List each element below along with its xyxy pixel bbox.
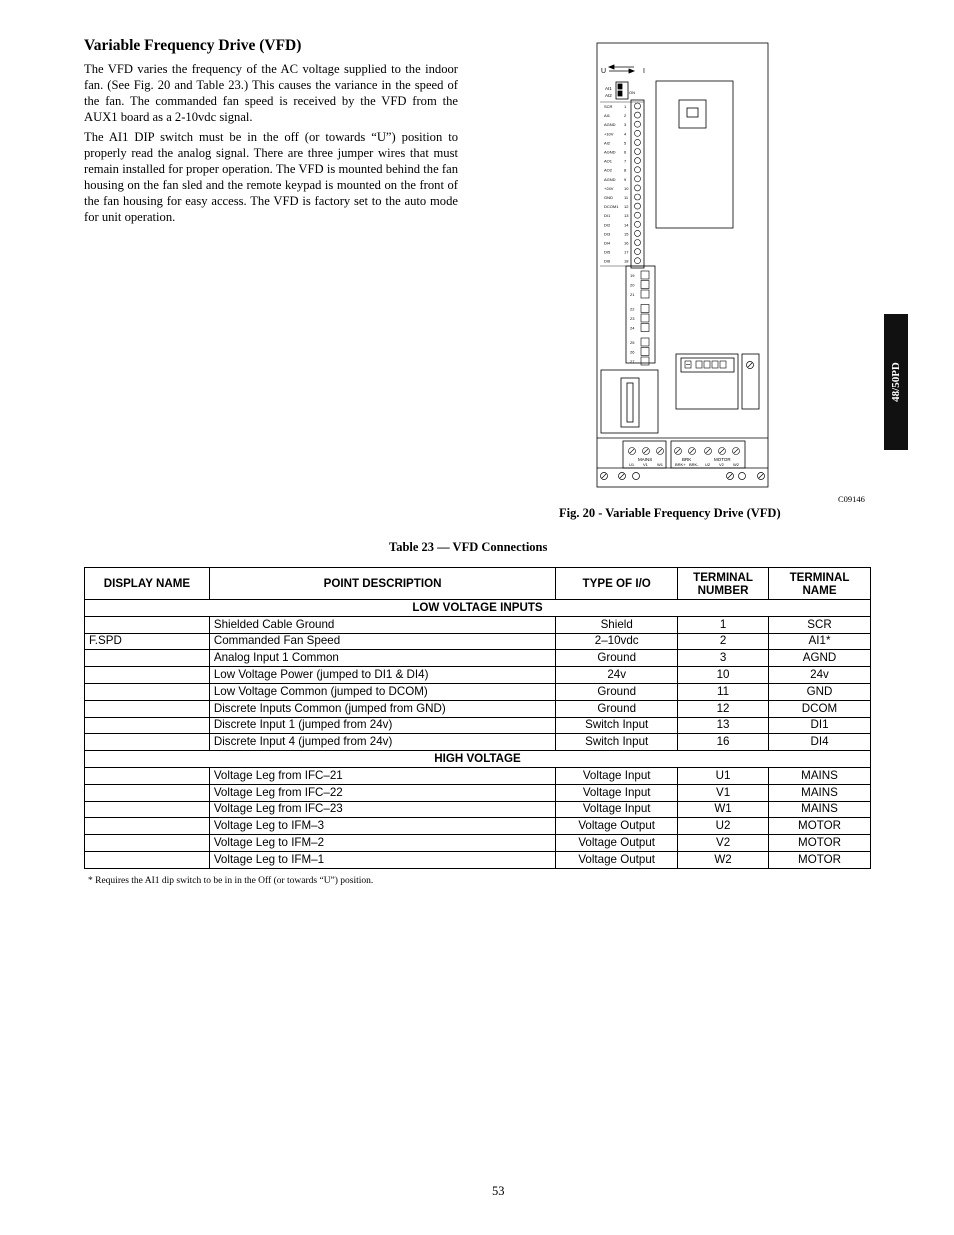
terminal-number-label: 1	[624, 104, 627, 109]
relay-terminal-icon	[641, 290, 649, 298]
point-description-cell: Voltage Leg from IFC–23	[209, 801, 555, 818]
point-description-cell: Low Voltage Power (jumped to DI1 & DI4)	[209, 667, 555, 684]
terminal-number-cell: W1	[678, 801, 769, 818]
terminal-screw-icon	[635, 240, 641, 246]
point-description-cell: Shielded Cable Ground	[209, 616, 555, 633]
terminal-name-label: AGND	[604, 149, 616, 155]
switch-label-i: I	[643, 68, 645, 75]
type-of-io-cell: Ground	[556, 650, 678, 667]
relay-number-label: 19	[630, 273, 635, 278]
power-terminal-label: W2	[733, 462, 739, 467]
terminal-number-cell: 2	[678, 633, 769, 650]
terminal-name-label: DI1	[604, 213, 611, 219]
terminal-number-label: 5	[624, 140, 627, 146]
terminal-number-cell: 13	[678, 717, 769, 734]
terminal-number-cell: 11	[678, 683, 769, 700]
table-header-row	[85, 568, 871, 600]
terminal-number-label: 2	[624, 113, 627, 119]
relay-terminal-icon	[641, 338, 649, 346]
relay-number-label: 23	[630, 316, 635, 321]
terminal-number-label: 17	[624, 249, 629, 255]
side-tab	[884, 314, 908, 450]
table-row	[85, 717, 871, 734]
dip-label-ai1: AI1	[605, 86, 612, 91]
display-name-cell	[85, 851, 210, 868]
type-of-io-cell: Voltage Input	[556, 784, 678, 801]
terminal-name-label: AI1	[604, 113, 611, 119]
terminal-number-cell: U1	[678, 767, 769, 784]
terminal-name-cell: DI4	[769, 734, 871, 751]
relay-terminal-icon	[641, 305, 649, 313]
dip-label-ai2: AI2	[605, 93, 612, 98]
terminal-screw-icon	[635, 167, 641, 173]
terminal-name-cell: GND	[769, 683, 871, 700]
terminal-screw-icon	[635, 103, 641, 109]
terminal-name-label: +10V	[604, 131, 614, 137]
page-number: 53	[492, 1184, 505, 1198]
terminal-name-cell: AGND	[769, 650, 871, 667]
terminal-name-cell: MOTOR	[769, 835, 871, 852]
terminal-screw-icon	[635, 185, 641, 191]
terminal-name-label: AO1	[604, 158, 613, 164]
terminal-number-cell: 1	[678, 616, 769, 633]
table-row	[85, 818, 871, 835]
type-of-io-cell: 24v	[556, 667, 678, 684]
vfd-connections-table	[84, 567, 871, 869]
point-description-cell: Voltage Leg from IFC–21	[209, 767, 555, 784]
section-title-cell: LOW VOLTAGE INPUTS	[85, 600, 871, 617]
terminal-name-label: AGND	[604, 176, 616, 182]
relay-number-label: 25	[630, 340, 635, 345]
relay-terminal-icon	[641, 357, 649, 365]
terminal-name-cell: SCR	[769, 616, 871, 633]
terminal-number-label: 13	[624, 213, 629, 219]
table-caption: Table 23 — VFD Connections	[389, 540, 548, 554]
terminal-name-label: AO2	[604, 167, 613, 173]
terminal-number-cell: U2	[678, 818, 769, 835]
relay-terminal-icon	[641, 348, 649, 356]
terminal-name-label: AGND	[604, 122, 616, 128]
point-description-cell: Voltage Leg to IFM–2	[209, 835, 555, 852]
terminal-number-cell: V1	[678, 784, 769, 801]
terminal-number-label: 14	[624, 222, 629, 228]
terminal-number-label: 18	[624, 258, 629, 264]
power-terminal-label: BRK-	[689, 462, 699, 467]
display-name-cell: F.SPD	[85, 633, 210, 650]
display-name-cell	[85, 801, 210, 818]
terminal-number-cell: V2	[678, 835, 769, 852]
terminal-name-cell: MAINS	[769, 801, 871, 818]
table-row	[85, 667, 871, 684]
terminal-screw-icon	[635, 194, 641, 200]
table-row	[85, 616, 871, 633]
terminal-screw-icon	[635, 149, 641, 155]
type-of-io-cell: Voltage Input	[556, 767, 678, 784]
section-title: Variable Frequency Drive (VFD)	[84, 37, 302, 54]
terminal-number-cell: 10	[678, 667, 769, 684]
terminal-name-label: AI2	[604, 140, 611, 146]
table-footnote: * Requires the AI1 dip switch to be in in the Off (or towards “U”) position.	[88, 876, 374, 886]
header-type-of-io: TYPE OF I/O	[556, 568, 678, 600]
dip-on-label: ON	[629, 90, 635, 95]
brk-label: BRK	[682, 457, 692, 462]
display-name-cell	[85, 683, 210, 700]
display-name-cell	[85, 835, 210, 852]
terminal-screw-icon	[635, 212, 641, 218]
display-name-cell	[85, 734, 210, 751]
terminal-name-cell: MAINS	[769, 784, 871, 801]
terminal-name-label: DI5	[604, 249, 611, 255]
type-of-io-cell: 2–10vdc	[556, 633, 678, 650]
relay-terminal-icon	[641, 271, 649, 279]
relay-number-label: 27	[630, 359, 635, 364]
terminal-number-label: 11	[624, 195, 629, 200]
terminal-screw-icon	[635, 112, 641, 118]
display-name-cell	[85, 784, 210, 801]
terminal-number-label: 4	[624, 131, 627, 137]
terminal-number-label: 9	[624, 176, 627, 182]
header-point-description: POINT DESCRIPTION	[209, 568, 555, 600]
terminal-screw-icon	[635, 230, 641, 236]
terminal-screw-icon	[635, 258, 641, 264]
table-row	[85, 801, 871, 818]
type-of-io-cell: Shield	[556, 616, 678, 633]
point-description-cell: Commanded Fan Speed	[209, 633, 555, 650]
table-row	[85, 700, 871, 717]
section-title-cell: HIGH VOLTAGE	[85, 751, 871, 768]
table-row	[85, 784, 871, 801]
terminal-number-label: 8	[624, 167, 627, 173]
display-name-cell	[85, 700, 210, 717]
terminal-number-label: 16	[624, 240, 629, 246]
terminal-number-label: 10	[624, 185, 629, 191]
point-description-cell: Discrete Input 1 (jumped from 24v)	[209, 717, 555, 734]
terminal-name-label: DI2	[604, 222, 611, 228]
terminal-name-cell: 24v	[769, 667, 871, 684]
type-of-io-cell: Voltage Output	[556, 835, 678, 852]
relay-number-label: 26	[630, 349, 635, 355]
terminal-name-label: DI6	[604, 258, 611, 264]
terminal-name-cell: MOTOR	[769, 818, 871, 835]
terminal-name-label: GND	[604, 195, 613, 200]
point-description-cell: Voltage Leg from IFC–22	[209, 784, 555, 801]
power-terminal-label: U1	[629, 462, 635, 467]
display-name-cell	[85, 616, 210, 633]
table-row	[85, 633, 871, 650]
power-terminal-label: V2	[719, 462, 724, 467]
terminal-screw-icon	[635, 139, 641, 145]
terminal-name-label: DCOM1	[604, 204, 619, 210]
display-name-cell	[85, 667, 210, 684]
terminal-screw-icon	[635, 203, 641, 209]
mains-label: MAINS	[638, 457, 653, 462]
side-tab-label: 48/50PD	[890, 362, 902, 402]
terminal-number-label: 6	[624, 149, 627, 155]
terminal-number-cell: 12	[678, 700, 769, 717]
terminal-name-cell: AI1*	[769, 633, 871, 650]
terminal-name-cell: DCOM	[769, 700, 871, 717]
figure-id: C09146	[838, 494, 865, 504]
relay-number-label: 20	[630, 282, 635, 288]
relay-terminal-icon	[641, 324, 649, 332]
terminal-number-cell: 3	[678, 650, 769, 667]
terminal-name-cell: DI1	[769, 717, 871, 734]
type-of-io-cell: Ground	[556, 700, 678, 717]
display-name-cell	[85, 818, 210, 835]
terminal-number-label: 12	[624, 204, 629, 210]
display-name-cell	[85, 717, 210, 734]
terminal-number-label: 15	[624, 231, 629, 237]
table-row	[85, 734, 871, 751]
type-of-io-cell: Voltage Output	[556, 851, 678, 868]
relay-number-label: 21	[630, 292, 635, 297]
power-terminal-label: U2	[705, 462, 711, 467]
point-description-cell: Voltage Leg to IFM–1	[209, 851, 555, 868]
point-description-cell: Analog Input 1 Common	[209, 650, 555, 667]
type-of-io-cell: Voltage Input	[556, 801, 678, 818]
point-description-cell: Low Voltage Common (jumped to DCOM)	[209, 683, 555, 700]
vfd-paragraph-1: The VFD varies the frequency of the AC voltage supplied to the indoor fan. (See Fig. 20 and Table 23.) This causes the variance in the speed of the fan. The commanded fan speed is received by the VFD from the AUX1 board as a 2-10vdc signal.	[84, 62, 458, 124]
type-of-io-cell: Voltage Output	[556, 818, 678, 835]
table-row	[85, 835, 871, 852]
terminal-screw-icon	[635, 121, 641, 127]
power-terminal-label: V1	[643, 462, 648, 467]
terminal-number-label: 7	[624, 158, 627, 164]
header-display-name: DISPLAY NAME	[85, 568, 210, 600]
header-terminal-name: TERMINAL NAME	[769, 568, 871, 600]
terminal-name-cell: MAINS	[769, 767, 871, 784]
terminal-screw-icon	[635, 130, 641, 136]
table-row	[85, 851, 871, 868]
terminal-name-label: +24V	[604, 185, 614, 191]
header-terminal-number: TERMINAL NUMBER	[678, 568, 769, 600]
type-of-io-cell: Ground	[556, 683, 678, 700]
vfd-paragraph-2: The AI1 DIP switch must be in the off (or towards “U”) position to properly read the analog signal. There are three jumper wires that must remain installed for proper operation. The VFD is mounted behind the fan housing on the fan sled and the remote keypad is mounted on the front of the fan housing for easy access. The VFD is factory set to the auto mode for unit operation.	[84, 130, 458, 224]
type-of-io-cell: Switch Input	[556, 717, 678, 734]
display-name-cell	[85, 767, 210, 784]
relay-terminal-icon	[641, 281, 649, 289]
terminal-screw-icon	[635, 249, 641, 255]
table-row	[85, 683, 871, 700]
terminal-number-cell: W2	[678, 851, 769, 868]
table-row	[85, 650, 871, 667]
terminal-name-label: SCR	[604, 104, 613, 109]
motor-label: MOTOR	[714, 457, 731, 462]
section-row	[85, 751, 871, 768]
type-of-io-cell: Switch Input	[556, 734, 678, 751]
terminal-number-cell: 16	[678, 734, 769, 751]
point-description-cell: Voltage Leg to IFM–3	[209, 818, 555, 835]
point-description-cell: Discrete Input 4 (jumped from 24v)	[209, 734, 555, 751]
vfd-diagram	[590, 38, 772, 492]
point-description-cell: Discrete Inputs Common (jumped from GND)	[209, 700, 555, 717]
power-terminal-label: W1	[657, 462, 663, 467]
switch-label-u: U	[601, 68, 607, 75]
terminal-screw-icon	[635, 176, 641, 182]
relay-number-label: 22	[630, 306, 635, 312]
terminal-name-label: DI4	[604, 240, 611, 246]
terminal-screw-icon	[635, 158, 641, 164]
relay-number-label: 24	[630, 325, 635, 331]
display-name-cell	[85, 650, 210, 667]
relay-terminal-icon	[641, 314, 649, 322]
table-row	[85, 767, 871, 784]
terminal-name-label: DI3	[604, 231, 611, 237]
terminal-screw-icon	[635, 221, 641, 227]
figure-caption: Fig. 20 - Variable Frequency Drive (VFD)	[559, 506, 781, 520]
power-terminal-label: BRK+	[675, 462, 686, 467]
terminal-number-label: 3	[624, 122, 627, 128]
terminal-name-cell: MOTOR	[769, 851, 871, 868]
section-row	[85, 600, 871, 617]
